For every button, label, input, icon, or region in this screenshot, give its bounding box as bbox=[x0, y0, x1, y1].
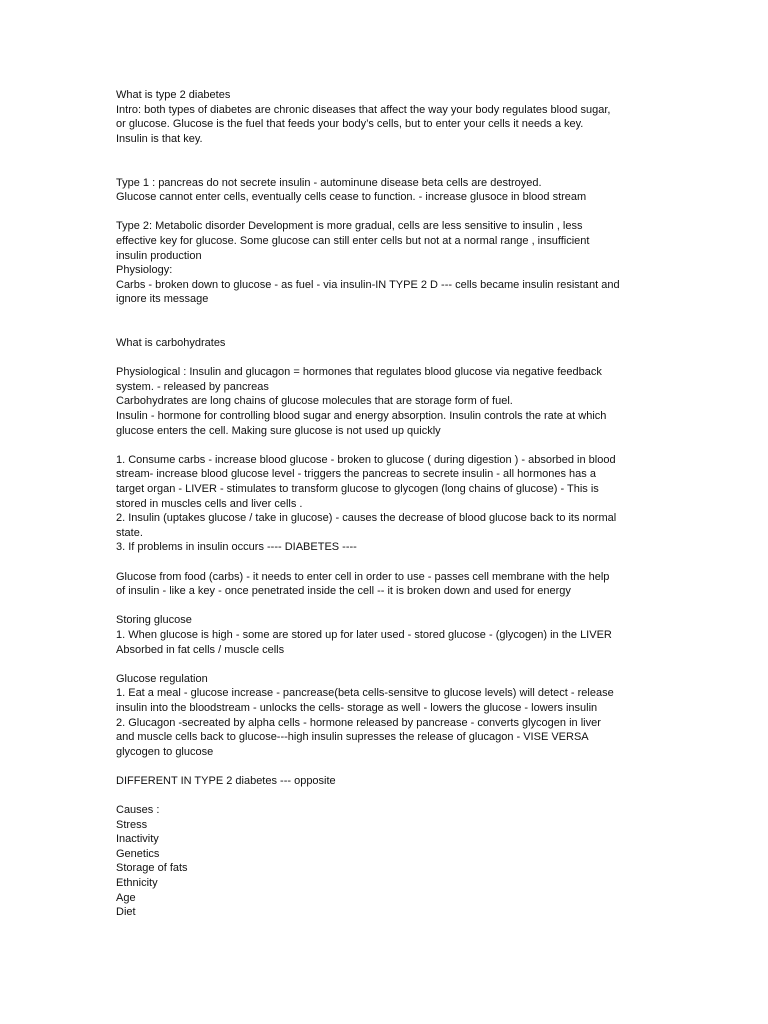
text-line: What is type 2 diabetes bbox=[116, 89, 231, 101]
text-line: Genetics bbox=[116, 847, 160, 860]
text-line: DIFFERENT IN TYPE 2 diabetes --- opposite bbox=[116, 774, 336, 787]
text-line: Stress bbox=[116, 818, 148, 831]
text-line: Glucose from food (carbs) - it needs to enter cell in order to use - passes cell membrane with the help bbox=[116, 570, 610, 583]
text-line: system. - released by pancreas bbox=[116, 380, 269, 393]
text-line: Intro: both types of diabetes are chronic diseases that affect the way your body regulates blood sugar, bbox=[116, 103, 611, 116]
blank-line bbox=[116, 205, 664, 220]
blank-line bbox=[116, 599, 664, 614]
text-line: and muscle cells back to glucose---high insulin supresses the release of glucagon - VISE VERSA bbox=[116, 731, 589, 744]
text-line: state. bbox=[116, 526, 143, 539]
text-line: Carbohydrates are long chains of glucose molecules that are storage form of fuel. bbox=[116, 395, 513, 408]
text-line: What is carbohydrates bbox=[116, 337, 226, 350]
blank-line bbox=[116, 759, 664, 774]
document-page bbox=[116, 88, 664, 920]
blank-line bbox=[116, 351, 664, 366]
text-line: 2. Insulin (uptakes glucose / take in glucose) - causes the decrease of blood glucose back to its normal bbox=[116, 512, 617, 525]
text-line: Physiological : Insulin and glucagon = hormones that regulates blood glucose via negative feedback bbox=[116, 366, 602, 379]
text-line: 1. When glucose is high - some are stored up for later used - stored glucose - (glycogen) in the LIVER bbox=[116, 628, 612, 641]
blank-line bbox=[116, 555, 664, 570]
text-line: or glucose. Glucose is the fuel that feeds your body’s cells, but to enter your cells it needs a key. bbox=[116, 118, 584, 131]
text-line: Type 1 : pancreas do not secrete insulin - autominune disease beta cells are destroyed. bbox=[116, 176, 542, 189]
text-line: Insulin is that key. bbox=[116, 132, 203, 145]
blank-line bbox=[116, 657, 664, 672]
text-line: stored in muscles cells and liver cells . bbox=[116, 497, 303, 510]
text-line: glucose enters the cell. Making sure glucose is not used up quickly bbox=[116, 424, 441, 437]
text-line: glycogen to glucose bbox=[116, 745, 214, 758]
blank-line bbox=[116, 322, 664, 337]
text-line: 1. Consume carbs - increase blood glucose - broken to glucose ( during digestion ) - absorbed in blood bbox=[116, 453, 616, 466]
text-line: Diet bbox=[116, 906, 136, 919]
text-line: 2. Glucagon -secreated by alpha cells - hormone released by pancrease - converts glycogen in liver bbox=[116, 716, 601, 729]
blank-line bbox=[116, 438, 664, 453]
blank-line bbox=[116, 789, 664, 804]
blank-line bbox=[116, 307, 664, 322]
text-line: ignore its message bbox=[116, 293, 209, 306]
text-line: target organ - LIVER - stimulates to transform glucose to glycogen (long chains of glucose) - This is bbox=[116, 483, 599, 496]
text-line: Age bbox=[116, 891, 136, 904]
text-line: Inactivity bbox=[116, 833, 159, 846]
blank-line bbox=[116, 146, 664, 161]
text-line: Glucose cannot enter cells, eventually cells cease to function. - increase glusoce in blood stream bbox=[116, 191, 587, 204]
document-text bbox=[116, 88, 664, 920]
text-line: Storing glucose bbox=[116, 614, 192, 627]
text-line: insulin into the bloodstream - unlocks the cells- storage as well - lowers the glucose - lowers insulin bbox=[116, 701, 598, 714]
text-line: 3. If problems in insulin occurs ---- DIABETES ---- bbox=[116, 541, 357, 554]
text-line: Insulin - hormone for controlling blood sugar and energy absorption. Insulin controls the rate at which bbox=[116, 410, 607, 423]
text-line: stream- increase blood glucose level - triggers the pancreas to secrete insulin - all hormones has a bbox=[116, 468, 596, 481]
text-line: Causes : bbox=[116, 804, 160, 817]
text-line: of insulin - like a key - once penetrated inside the cell -- it is broken down and used for energy bbox=[116, 585, 571, 598]
text-line: Carbs - broken down to glucose - as fuel - via insulin-IN TYPE 2 D --- cells became insulin resistant and bbox=[116, 278, 620, 291]
text-line: Ethnicity bbox=[116, 877, 158, 890]
text-line: Storage of fats bbox=[116, 862, 188, 875]
text-line: Glucose regulation bbox=[116, 672, 208, 685]
text-line: Type 2: Metabolic disorder Development is more gradual, cells are less sensitive to insulin , less bbox=[116, 220, 583, 233]
blank-line bbox=[116, 161, 664, 176]
text-line: effective key for glucose. Some glucose can still enter cells but not at a normal range , insufficient bbox=[116, 234, 590, 247]
text-line: insulin production bbox=[116, 249, 202, 262]
text-line: Physiology: bbox=[116, 264, 173, 277]
text-line: Absorbed in fat cells / muscle cells bbox=[116, 643, 285, 656]
text-line: 1. Eat a meal - glucose increase - pancrease(beta cells-sensitve to glucose levels) will detect - release bbox=[116, 687, 614, 700]
